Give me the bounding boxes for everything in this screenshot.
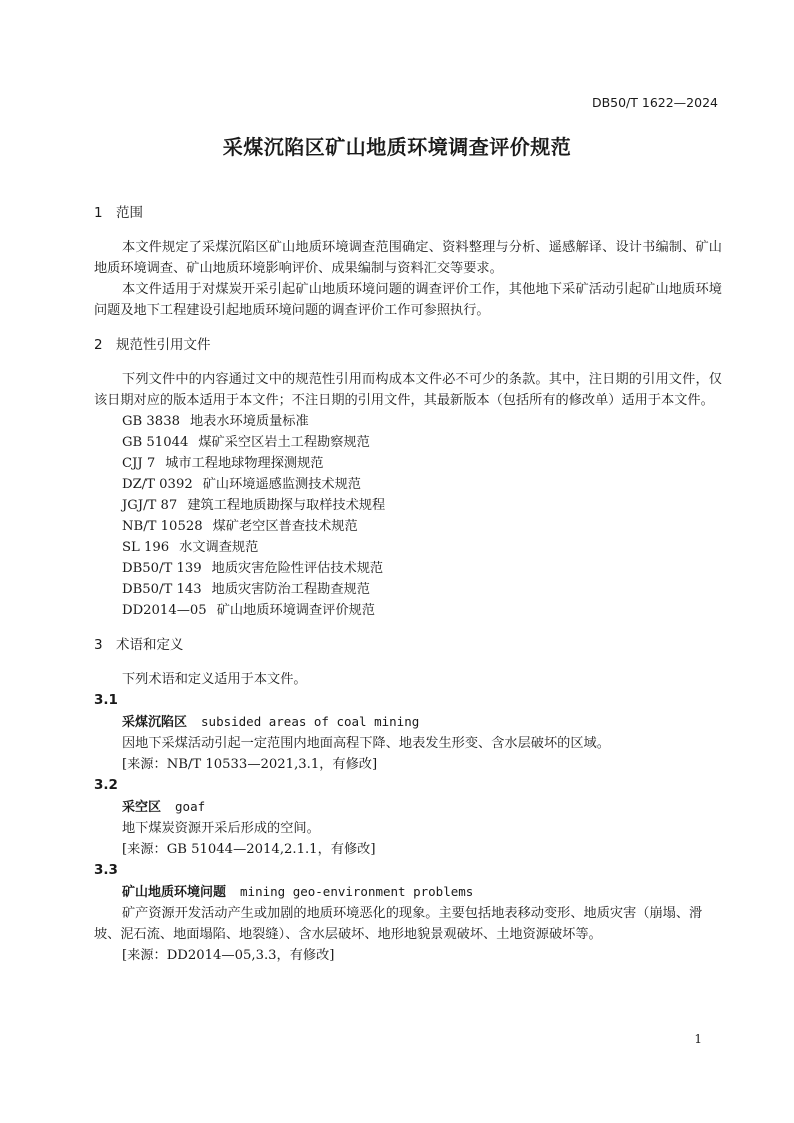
page-number: 1 xyxy=(694,1032,702,1046)
reference-code: GB 3838 xyxy=(122,414,180,429)
reference-title: 矿山地质环境调查评价规范 xyxy=(216,603,375,618)
paragraph: 下列术语和定义适用于本文件。 xyxy=(122,672,307,687)
term-number: 3.3 xyxy=(94,862,118,878)
reference-title: 矿山环境遥感监测技术规范 xyxy=(202,477,361,492)
reference-code: NB/T 10528 xyxy=(122,519,203,534)
reference-item xyxy=(122,495,722,516)
section-3-heading xyxy=(94,635,722,656)
reference-code: DB50/T 139 xyxy=(122,561,202,576)
term-number: 3.1 xyxy=(94,692,118,708)
paragraph: 下列文件中的内容通过文中的规范性引用而构成本文件必不可少的条款。其中，注日期的引用文件，仅该日期对应的版本适用于本文件；不注日期的引用文件，其最新版本（包括所有的修改单）适用于本文件。 xyxy=(94,372,722,408)
term-entry xyxy=(94,775,722,860)
term-source: [来源：GB 51044—2014,2.1.1，有修改] xyxy=(122,842,376,857)
section-2-heading xyxy=(94,335,722,356)
reference-title: 水文调查规范 xyxy=(179,540,259,555)
term-name xyxy=(122,711,722,733)
term-number: 3.2 xyxy=(94,777,118,793)
reference-code: DZ/T 0392 xyxy=(122,477,193,492)
reference-code: DD2014—05 xyxy=(122,603,207,618)
paragraph: 本文件规定了采煤沉陷区矿山地质环境调查范围确定、资料整理与分析、遥感解译、设计书编制、矿山地质环境调查、矿山地质环境影响评价、成果编制与资料汇交等要求。 xyxy=(94,240,722,276)
term-definition: 地下煤炭资源开采后形成的空间。 xyxy=(122,821,320,836)
reference-item xyxy=(122,558,722,579)
term-zh: 矿山地质环境问题 xyxy=(122,885,227,900)
reference-code: GB 51044 xyxy=(122,435,189,450)
paragraph: 本文件适用于对煤炭开采引起矿山地质环境问题的调查评价工作，其他地下采矿活动引起矿山地质环境问题及地下工程建设引起地质环境问题的调查评价工作可参照执行。 xyxy=(94,282,722,318)
section-title: 规范性引用文件 xyxy=(116,337,211,353)
standard-code: DB50/T 1622—2024 xyxy=(591,95,718,110)
reference-code: CJJ 7 xyxy=(122,456,156,471)
reference-code: DB50/T 143 xyxy=(122,582,202,597)
term-source: [来源：DD2014—05,3.3，有修改] xyxy=(122,948,335,963)
reference-title: 煤矿采空区岩土工程勘察规范 xyxy=(198,435,370,450)
reference-item xyxy=(122,432,722,453)
term-en: goaf xyxy=(175,799,206,814)
term-zh: 采煤沉陷区 xyxy=(122,715,188,730)
reference-title: 煤矿老空区普查技术规范 xyxy=(212,519,358,534)
term-definition: 矿产资源开发活动产生或加剧的地质环境恶化的现象。主要包括地表移动变形、地质灾害（崩塌、滑坡、泥石流、地面塌陷、地裂缝）、含水层破坏、地形地貌景观破坏、土地资源破坏等。 xyxy=(94,906,703,942)
section-1-heading xyxy=(94,203,722,224)
term-zh: 采空区 xyxy=(122,800,162,815)
term-entry xyxy=(94,690,722,775)
reference-item xyxy=(122,600,722,621)
reference-item xyxy=(122,579,722,600)
term-name xyxy=(122,796,722,818)
reference-item xyxy=(122,537,722,558)
term-definition: 因地下采煤活动引起一定范围内地面高程下降、地表发生形变、含水层破坏的区域。 xyxy=(122,736,610,751)
term-name xyxy=(122,881,722,903)
reference-title: 城市工程地球物理探测规范 xyxy=(165,456,324,471)
term-source: [来源：NB/T 10533—2021,3.1，有修改] xyxy=(122,757,378,772)
section-number: 2 xyxy=(94,337,103,353)
reference-item xyxy=(122,516,722,537)
reference-item xyxy=(122,474,722,495)
term-en: subsided areas of coal mining xyxy=(201,714,420,729)
reference-title: 地表水环境质量标准 xyxy=(189,414,309,429)
section-number: 1 xyxy=(94,205,103,221)
term-en: mining geo-environment problems xyxy=(240,884,474,899)
term-entry xyxy=(94,860,722,966)
reference-title: 地质灾害危险性评估技术规范 xyxy=(211,561,384,576)
document-body xyxy=(94,203,722,966)
reference-code: JGJ/T 87 xyxy=(122,498,178,513)
reference-title: 地质灾害防治工程勘查规范 xyxy=(211,582,370,597)
document-title: 采煤沉陷区矿山地质环境调查评价规范 xyxy=(222,135,572,159)
section-title: 术语和定义 xyxy=(116,637,184,653)
reference-item xyxy=(122,453,722,474)
reference-title: 建筑工程地质勘探与取样技术规程 xyxy=(187,498,386,513)
reference-item xyxy=(122,411,722,432)
section-number: 3 xyxy=(94,637,103,653)
section-title: 范围 xyxy=(116,205,143,221)
reference-code: SL 196 xyxy=(122,540,170,555)
